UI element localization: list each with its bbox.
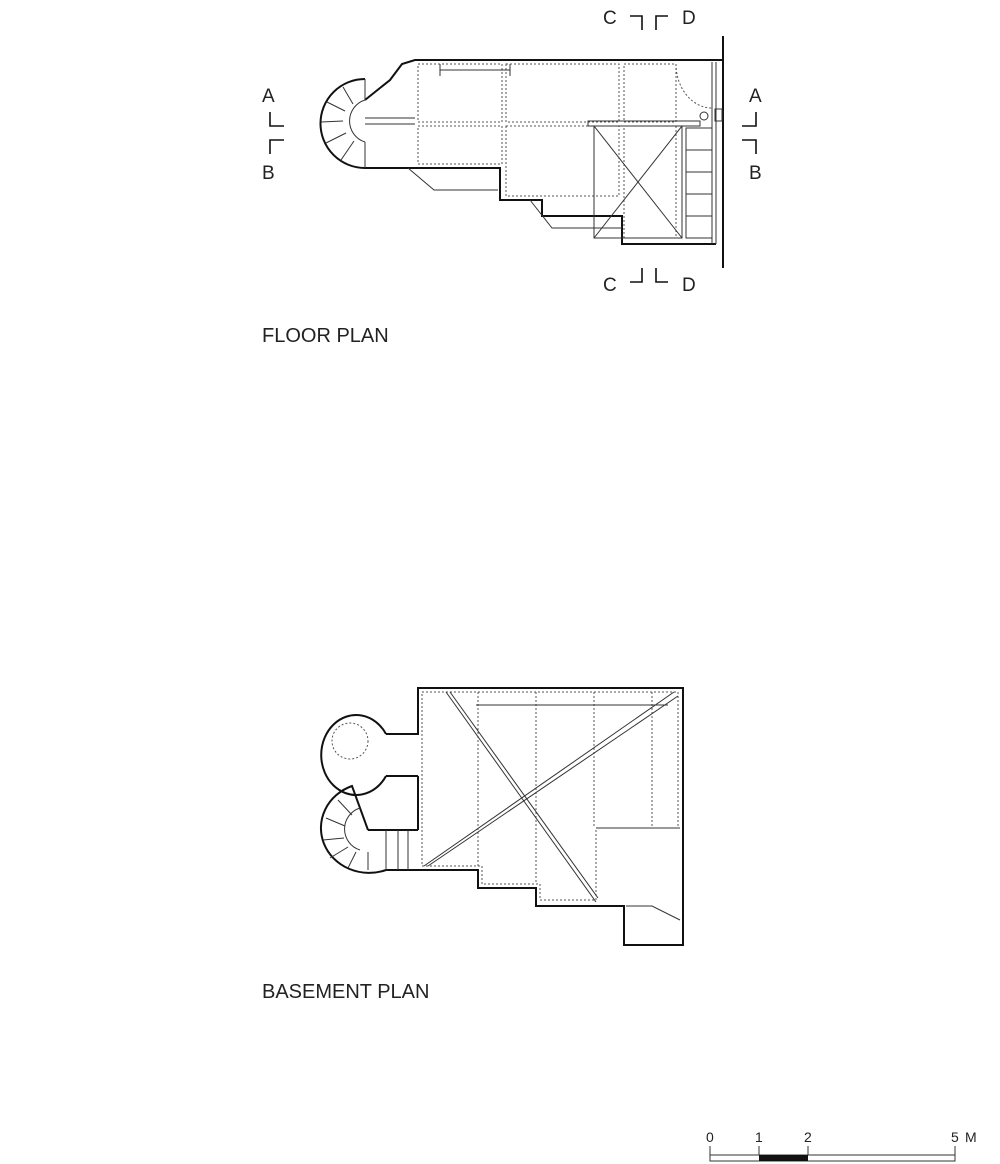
section-c-top-label: C — [603, 8, 617, 29]
basement-plan-title: BASEMENT PLAN — [262, 981, 430, 1003]
section-b-right-label: B — [749, 163, 762, 184]
section-d-bottom-label: D — [682, 275, 696, 296]
basement-plan-drawing — [321, 688, 683, 945]
section-d-top-label: D — [682, 8, 696, 29]
scale-tick-0: 0 — [706, 1129, 714, 1145]
scale-unit-label: M — [965, 1129, 977, 1145]
floor-spiral-stair-treads — [321, 79, 365, 168]
floor-plan-drawing — [321, 36, 723, 268]
section-b-left-label: B — [262, 163, 275, 184]
scale-tick-2: 2 — [804, 1129, 812, 1145]
section-markers — [270, 16, 756, 282]
floor-plan-title: FLOOR PLAN — [262, 325, 389, 347]
section-c-bottom-label: C — [603, 275, 617, 296]
scale-bar — [710, 1146, 955, 1161]
scale-tick-5: 5 — [951, 1129, 959, 1145]
scale-tick-1: 1 — [755, 1129, 763, 1145]
section-a-left-label: A — [262, 86, 275, 107]
section-a-right-label: A — [749, 86, 762, 107]
